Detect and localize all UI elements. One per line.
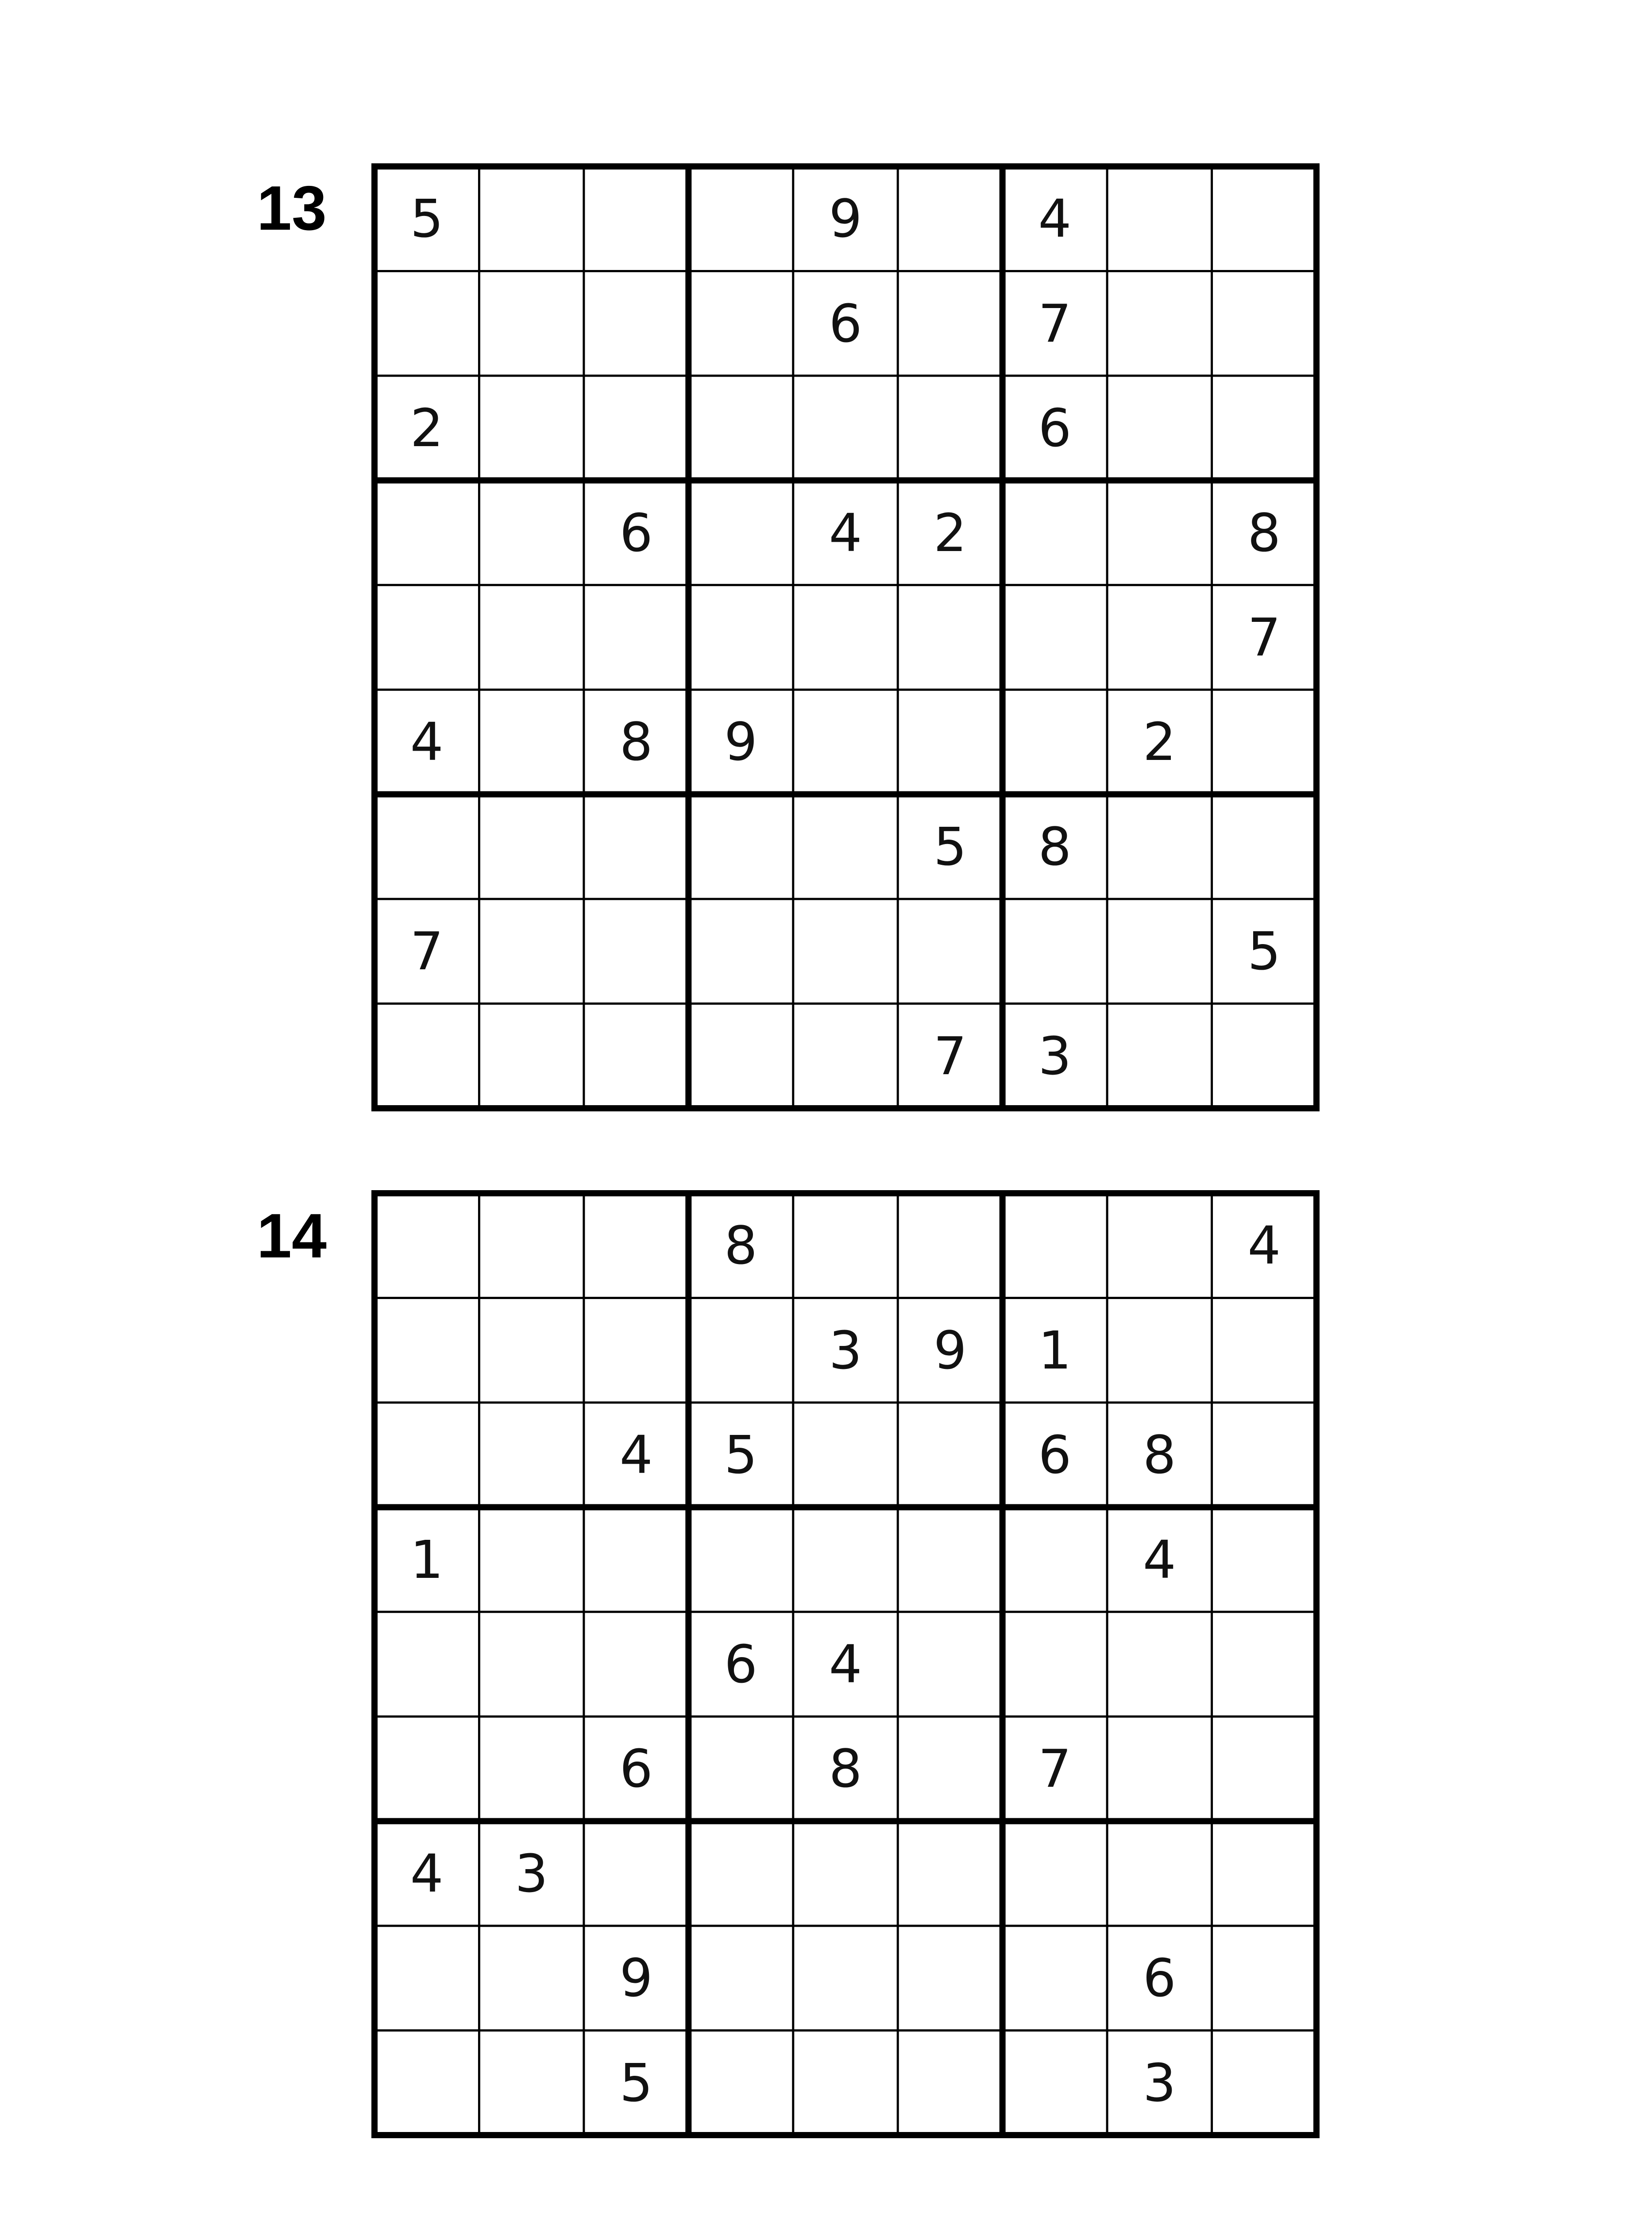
sudoku-cell[interactable] xyxy=(793,899,898,1003)
sudoku-cell[interactable] xyxy=(1212,1926,1316,2030)
sudoku-cell[interactable]: 5 xyxy=(724,1424,758,1486)
sudoku-cell[interactable]: 5 xyxy=(1247,921,1281,982)
sudoku-cell[interactable] xyxy=(898,1507,1002,1612)
sudoku-cell[interactable]: 6 xyxy=(619,1738,653,1800)
sudoku-cell[interactable] xyxy=(1003,899,1107,1003)
sudoku-cell[interactable]: 4 xyxy=(410,1843,444,1904)
sudoku-cell[interactable]: 8 xyxy=(724,1215,758,1276)
sudoku-cell[interactable]: 4 xyxy=(829,1633,862,1695)
sudoku-cell[interactable] xyxy=(584,166,688,271)
sudoku-cell[interactable]: 6 xyxy=(724,1633,758,1695)
sudoku-cell[interactable]: 4 xyxy=(1143,1529,1176,1590)
sudoku-cell[interactable] xyxy=(1107,1004,1212,1108)
sudoku-cell[interactable]: 7 xyxy=(933,1025,967,1087)
sudoku-cell[interactable]: 1 xyxy=(1038,1319,1072,1381)
sudoku-cell[interactable]: 5 xyxy=(410,188,444,250)
sudoku-cell[interactable] xyxy=(1003,480,1107,585)
puzzle-number-13: 13 xyxy=(257,173,327,243)
sudoku-cell[interactable] xyxy=(898,271,1002,375)
sudoku-cell[interactable] xyxy=(793,690,898,794)
sudoku-cell[interactable] xyxy=(898,166,1002,271)
sudoku-cell[interactable] xyxy=(1107,271,1212,375)
sudoku-cell[interactable] xyxy=(584,376,688,480)
sudoku-cell[interactable] xyxy=(898,1926,1002,2030)
sudoku-cell[interactable] xyxy=(793,1403,898,1507)
sudoku-cell[interactable] xyxy=(374,1298,479,1402)
sudoku-cell[interactable] xyxy=(1107,1821,1212,1926)
sudoku-cell[interactable] xyxy=(479,1403,583,1507)
sudoku-cell[interactable] xyxy=(898,585,1002,690)
sudoku-cell[interactable] xyxy=(1003,1612,1107,1716)
sudoku-cell[interactable] xyxy=(1003,1193,1107,1298)
sudoku-cell[interactable] xyxy=(479,1193,583,1298)
sudoku-cell[interactable] xyxy=(374,1193,479,1298)
sudoku-cell[interactable] xyxy=(584,1612,688,1716)
sudoku-cell[interactable] xyxy=(479,1298,583,1402)
sudoku-cell[interactable] xyxy=(374,1004,479,1108)
sudoku-cell[interactable]: 9 xyxy=(933,1319,967,1381)
sudoku-cell[interactable] xyxy=(898,690,1002,794)
sudoku-cell[interactable] xyxy=(793,1821,898,1926)
sudoku-cell[interactable] xyxy=(1107,376,1212,480)
sudoku-cell[interactable] xyxy=(688,585,793,690)
sudoku-cell[interactable] xyxy=(479,480,583,585)
sudoku-cell[interactable] xyxy=(479,1716,583,1821)
sudoku-cell[interactable] xyxy=(898,1716,1002,1821)
sudoku-cell[interactable] xyxy=(793,794,898,899)
sudoku-cell[interactable] xyxy=(688,271,793,375)
sudoku-cell[interactable] xyxy=(1107,1193,1212,1298)
sudoku-cell[interactable] xyxy=(374,794,479,899)
sudoku-cell[interactable] xyxy=(479,166,583,271)
sudoku-cell[interactable] xyxy=(584,1004,688,1108)
sudoku-cell[interactable]: 8 xyxy=(1038,816,1072,877)
sudoku-cell[interactable] xyxy=(479,899,583,1003)
sudoku-cell[interactable]: 4 xyxy=(829,502,862,563)
sudoku-cell[interactable]: 6 xyxy=(619,502,653,563)
sudoku-cell[interactable]: 1 xyxy=(410,1529,444,1590)
sudoku-cell[interactable] xyxy=(688,2031,793,2135)
sudoku-cell[interactable] xyxy=(1003,1821,1107,1926)
sudoku-board-13 xyxy=(371,163,1320,1112)
sudoku-board-14 xyxy=(371,1190,1320,2139)
sudoku-cell[interactable] xyxy=(1212,1298,1316,1402)
sudoku-cell[interactable] xyxy=(688,166,793,271)
sudoku-cell[interactable] xyxy=(479,1926,583,2030)
sudoku-cell[interactable] xyxy=(1212,1612,1316,1716)
sudoku-cell[interactable]: 9 xyxy=(619,1947,653,2009)
sudoku-cell[interactable] xyxy=(1212,271,1316,375)
sudoku-cell[interactable] xyxy=(898,1193,1002,1298)
sudoku-cell[interactable] xyxy=(374,1926,479,2030)
sudoku-cell[interactable]: 4 xyxy=(410,711,444,773)
sudoku-cell[interactable] xyxy=(584,1821,688,1926)
sudoku-cell[interactable] xyxy=(479,271,583,375)
sudoku-cell[interactable] xyxy=(1107,1298,1212,1402)
sudoku-cell[interactable] xyxy=(898,1612,1002,1716)
sudoku-cell[interactable] xyxy=(479,376,583,480)
sudoku-cell[interactable]: 6 xyxy=(1143,1947,1176,2009)
sudoku-cell[interactable] xyxy=(688,480,793,585)
sudoku-cell[interactable] xyxy=(1212,1004,1316,1108)
sudoku-cell[interactable]: 4 xyxy=(1038,188,1072,250)
sudoku-cell[interactable] xyxy=(584,271,688,375)
sudoku-cell[interactable]: 4 xyxy=(619,1424,653,1486)
sudoku-cell[interactable] xyxy=(1212,1403,1316,1507)
sudoku-cell[interactable]: 7 xyxy=(1038,1738,1072,1800)
sudoku-cell[interactable]: 2 xyxy=(1143,711,1176,773)
sudoku-cell[interactable] xyxy=(1212,1716,1316,1821)
sudoku-cell[interactable] xyxy=(1107,1716,1212,1821)
sudoku-cell[interactable] xyxy=(1107,794,1212,899)
sudoku-cell[interactable] xyxy=(374,480,479,585)
sudoku-cell[interactable] xyxy=(688,1507,793,1612)
sudoku-cell[interactable]: 6 xyxy=(1038,1424,1072,1486)
sudoku-cell[interactable] xyxy=(1212,1821,1316,1926)
sudoku-cell[interactable]: 8 xyxy=(619,711,653,773)
sudoku-cell[interactable] xyxy=(584,1298,688,1402)
sudoku-cell[interactable]: 6 xyxy=(1038,397,1072,459)
sudoku-cell[interactable] xyxy=(374,271,479,375)
sudoku-cell[interactable] xyxy=(479,794,583,899)
sudoku-cell[interactable] xyxy=(374,585,479,690)
sudoku-cell[interactable] xyxy=(374,1716,479,1821)
sudoku-cell[interactable] xyxy=(1212,166,1316,271)
sudoku-cell[interactable]: 3 xyxy=(829,1319,862,1381)
sudoku-cell[interactable] xyxy=(793,585,898,690)
sudoku-cell[interactable]: 3 xyxy=(515,1843,548,1904)
sudoku-cell[interactable]: 2 xyxy=(410,397,444,459)
sudoku-cell[interactable] xyxy=(1003,1507,1107,1612)
sudoku-cell[interactable] xyxy=(793,376,898,480)
sudoku-cell[interactable]: 7 xyxy=(1038,293,1072,354)
sudoku-cell[interactable] xyxy=(584,899,688,1003)
sudoku-cell[interactable]: 8 xyxy=(1143,1424,1176,1486)
sudoku-cell[interactable]: 4 xyxy=(1247,1215,1281,1276)
sudoku-cell[interactable]: 3 xyxy=(1038,1025,1072,1087)
sudoku-cell[interactable] xyxy=(1003,690,1107,794)
sudoku-cell[interactable] xyxy=(898,1403,1002,1507)
sudoku-cell[interactable] xyxy=(793,1926,898,2030)
sudoku-cell[interactable]: 8 xyxy=(1247,502,1281,563)
sudoku-cell[interactable] xyxy=(1212,2031,1316,2135)
sudoku-cell[interactable] xyxy=(688,1004,793,1108)
sudoku-cell[interactable] xyxy=(898,899,1002,1003)
sudoku-cell[interactable] xyxy=(793,2031,898,2135)
sudoku-cell[interactable]: 6 xyxy=(829,293,862,354)
sudoku-grid xyxy=(374,1193,1316,2135)
puzzle-number-14: 14 xyxy=(257,1201,327,1271)
sudoku-cell[interactable]: 7 xyxy=(1247,606,1281,668)
sudoku-cell[interactable] xyxy=(1107,480,1212,585)
sudoku-cell[interactable]: 5 xyxy=(933,816,967,877)
sudoku-cell[interactable] xyxy=(1003,2031,1107,2135)
sudoku-cell[interactable]: 8 xyxy=(829,1738,862,1800)
sudoku-cell[interactable] xyxy=(1107,899,1212,1003)
sudoku-cell[interactable] xyxy=(1212,794,1316,899)
sudoku-cell[interactable] xyxy=(898,1821,1002,1926)
sudoku-cell[interactable] xyxy=(1107,585,1212,690)
sudoku-cell[interactable]: 9 xyxy=(724,711,758,773)
sudoku-cell[interactable] xyxy=(688,899,793,1003)
sudoku-cell[interactable] xyxy=(688,794,793,899)
sudoku-cell[interactable] xyxy=(479,1612,583,1716)
sudoku-cell[interactable]: 7 xyxy=(410,921,444,982)
sudoku-cell[interactable] xyxy=(1003,585,1107,690)
sudoku-cell[interactable] xyxy=(793,1507,898,1612)
sudoku-cell[interactable] xyxy=(374,1612,479,1716)
sudoku-cell[interactable] xyxy=(479,1507,583,1612)
sudoku-cell[interactable] xyxy=(1107,1612,1212,1716)
sudoku-cell[interactable] xyxy=(1003,1926,1107,2030)
sudoku-cell[interactable] xyxy=(688,1926,793,2030)
sudoku-cell[interactable] xyxy=(688,1298,793,1402)
sudoku-grid xyxy=(374,166,1316,1108)
sudoku-cell[interactable] xyxy=(793,1004,898,1108)
sudoku-cell[interactable] xyxy=(1212,1507,1316,1612)
sudoku-cell[interactable] xyxy=(688,1716,793,1821)
sudoku-cell[interactable] xyxy=(479,585,583,690)
sudoku-cell[interactable]: 9 xyxy=(829,188,862,250)
sudoku-cell[interactable] xyxy=(1212,690,1316,794)
sudoku-cell[interactable] xyxy=(584,1193,688,1298)
sudoku-cell[interactable] xyxy=(898,376,1002,480)
sudoku-cell[interactable] xyxy=(584,794,688,899)
sudoku-cell[interactable] xyxy=(584,1507,688,1612)
sudoku-cell[interactable]: 3 xyxy=(1143,2052,1176,2113)
sudoku-cell[interactable] xyxy=(688,376,793,480)
sudoku-cell[interactable] xyxy=(793,1193,898,1298)
sudoku-cell[interactable] xyxy=(479,2031,583,2135)
sudoku-cell[interactable]: 5 xyxy=(619,2052,653,2113)
sudoku-cell[interactable] xyxy=(1212,376,1316,480)
sudoku-cell[interactable] xyxy=(479,1004,583,1108)
sudoku-cell[interactable] xyxy=(374,1403,479,1507)
sudoku-cell[interactable] xyxy=(374,2031,479,2135)
sudoku-cell[interactable] xyxy=(1107,166,1212,271)
sudoku-cell[interactable] xyxy=(479,690,583,794)
sudoku-cell[interactable]: 2 xyxy=(933,502,967,563)
sudoku-cell[interactable] xyxy=(688,1821,793,1926)
sudoku-cell[interactable] xyxy=(584,585,688,690)
sudoku-cell[interactable] xyxy=(898,2031,1002,2135)
